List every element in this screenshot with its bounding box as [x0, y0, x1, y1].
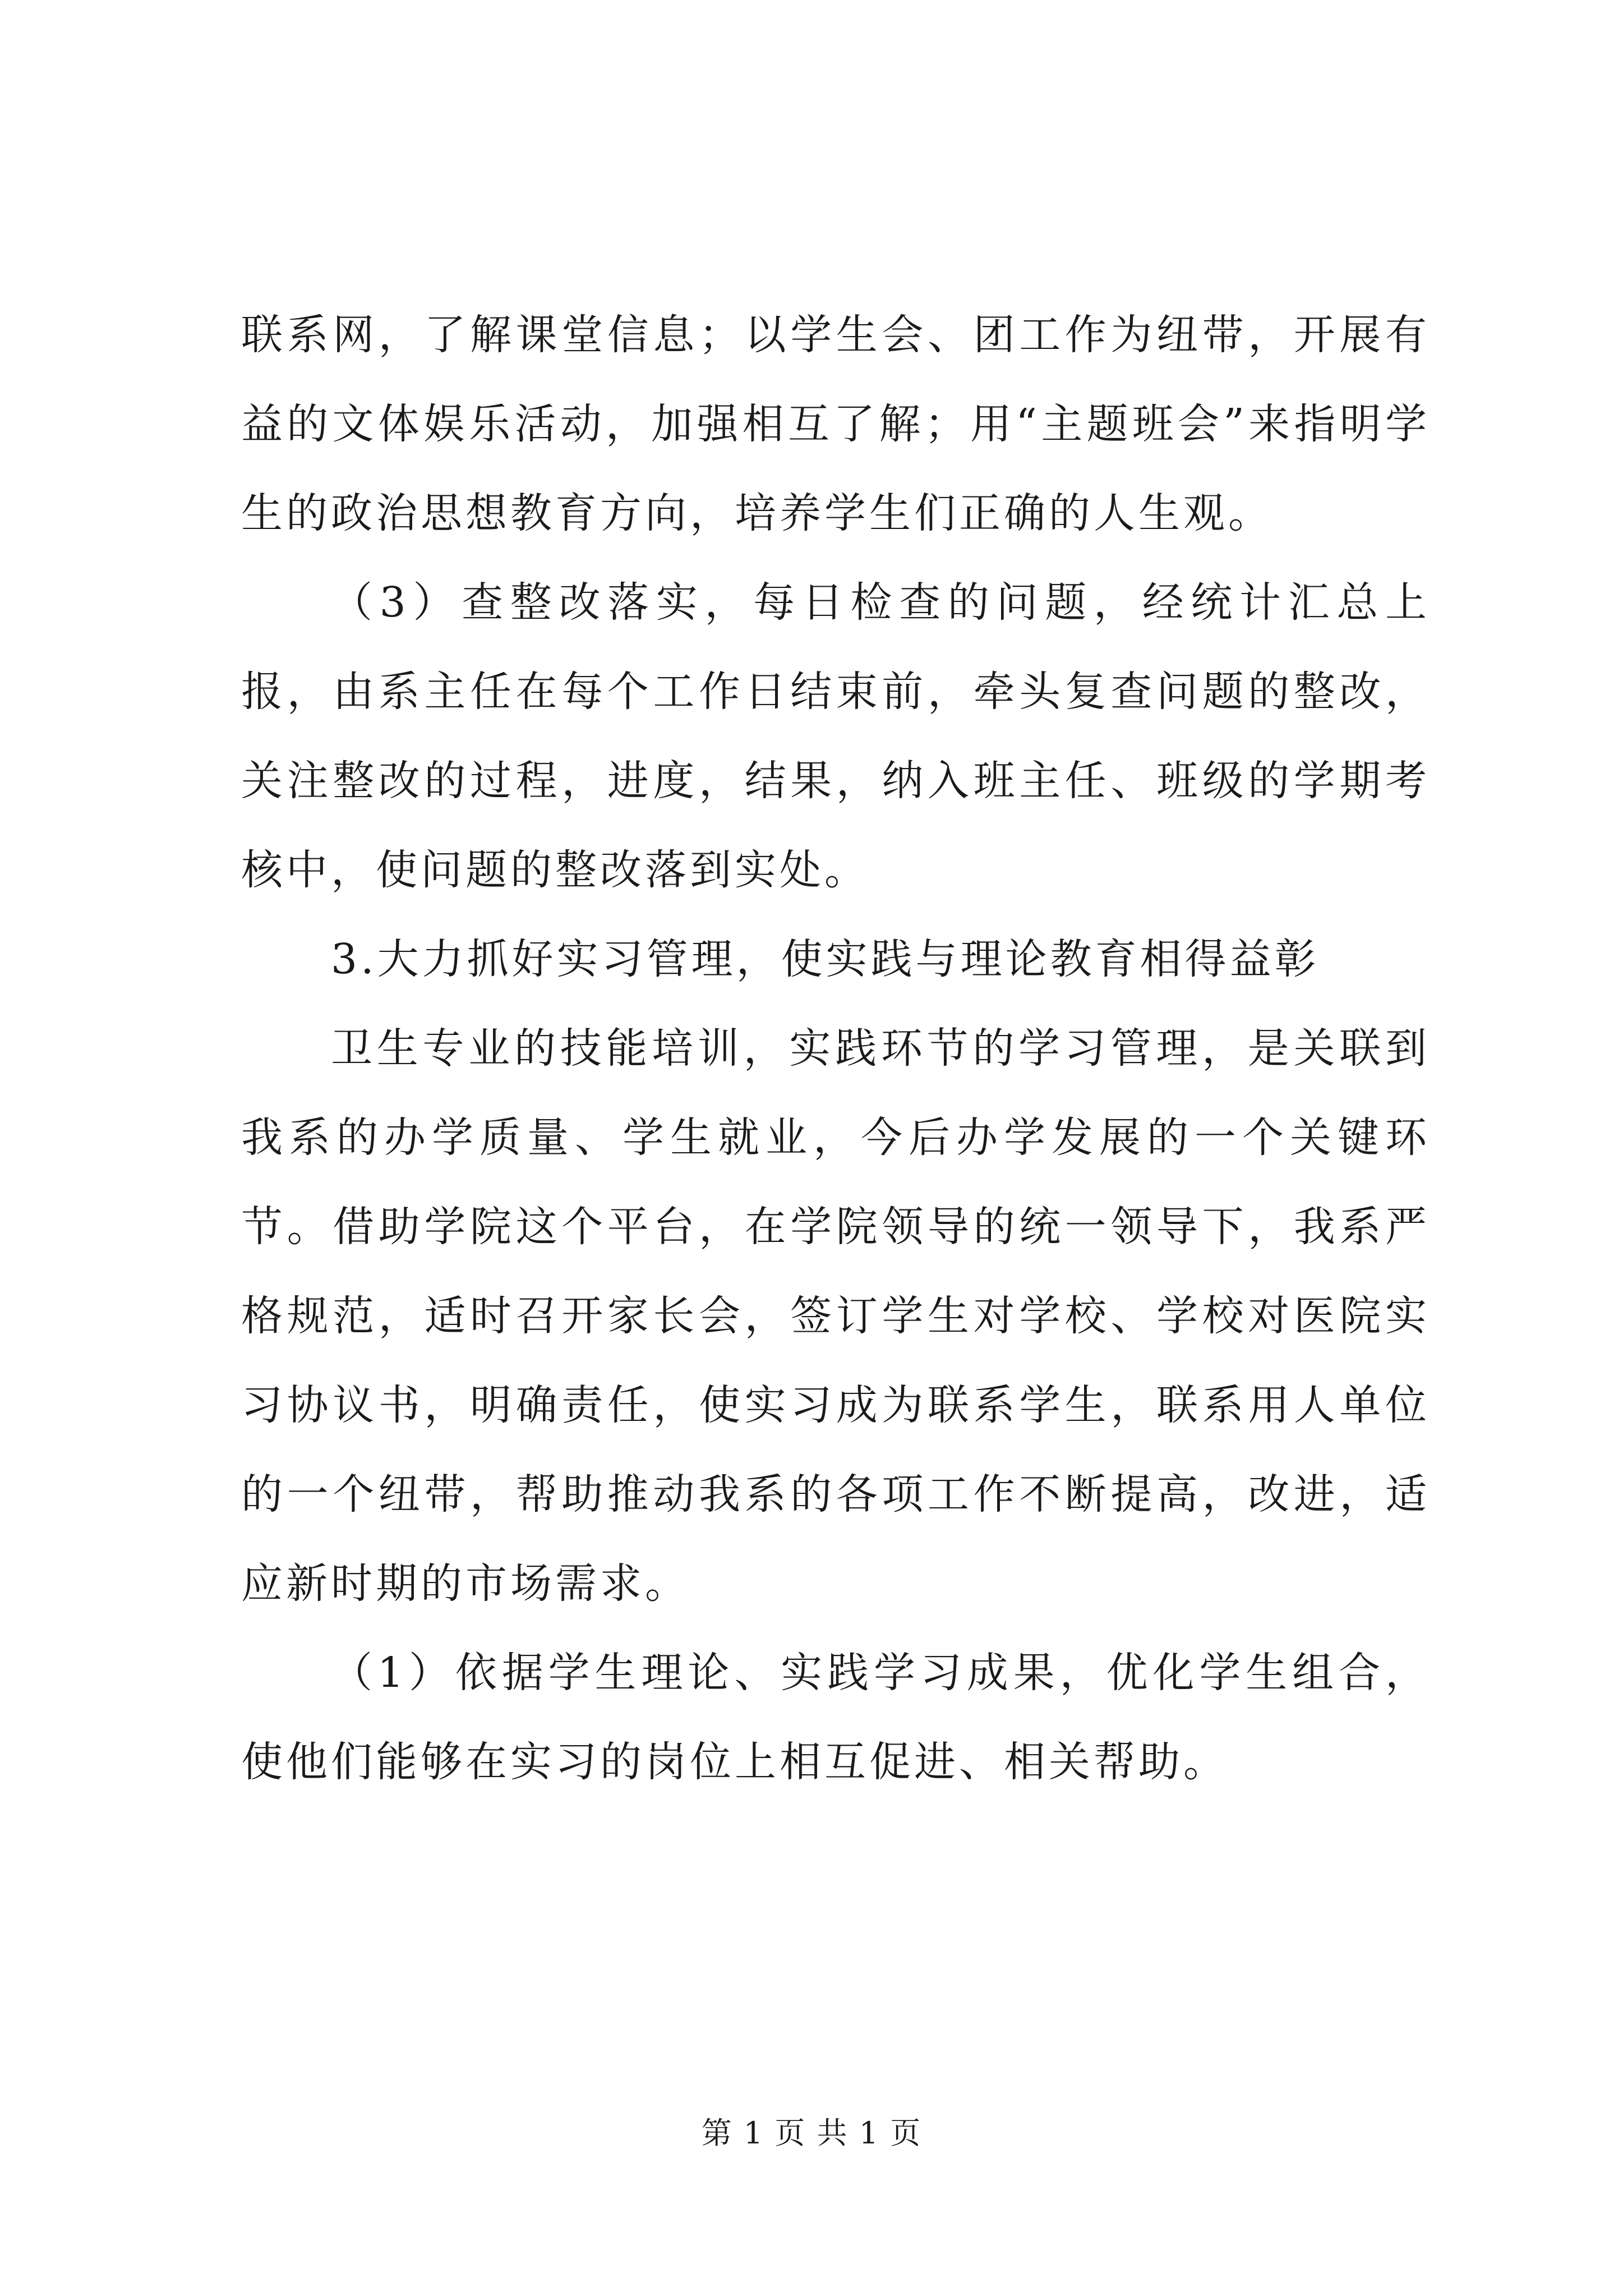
paragraph-continuation: 联系网，了解课堂信息；以学生会、团工作为纽带，开展有益的文体娱乐活动，加强相互了解；用“主题班会”来指明学生的政治思想教育方向，培养学生们正确的人生观。	[241, 311, 1430, 537]
section-heading-3: 3.大力抓好实习管理，使实践与理论教育相得益彰	[331, 935, 1320, 983]
paragraph-internship-management: 卫生专业的技能培训，实践环节的学习管理，是关联到我系的办学质量、学生就业，今后办学发展的一个关键环节。借助学院这个平台，在学院领导的统一领导下，我系严格规范，适时召开家长会，签订学生对学校、学校对医院实习协议书，明确责任，使实习成为联系学生，联系用人单位的一个纽带，帮助推动我系的各项工作不断提高，改进，适应新时期的市场需求。	[241, 1024, 1430, 1608]
paragraph-item-3: （3）查整改落实，每日检查的问题，经统计汇总上报，由系主任在每个工作日结束前，牵头复查问题的整改，关注整改的过程，进度，结果，纳入班主任、班级的学期考核中，使问题的整改落到实处。	[241, 578, 1430, 894]
paragraph-item-1: （1）依据学生理论、实践学习成果，优化学生组合，使他们能够在实习的岗位上相互促进、相关帮助。	[241, 1649, 1430, 1786]
document-body	[241, 291, 1430, 1807]
page-footer: 第 1 页 共 1 页	[701, 2115, 922, 2151]
